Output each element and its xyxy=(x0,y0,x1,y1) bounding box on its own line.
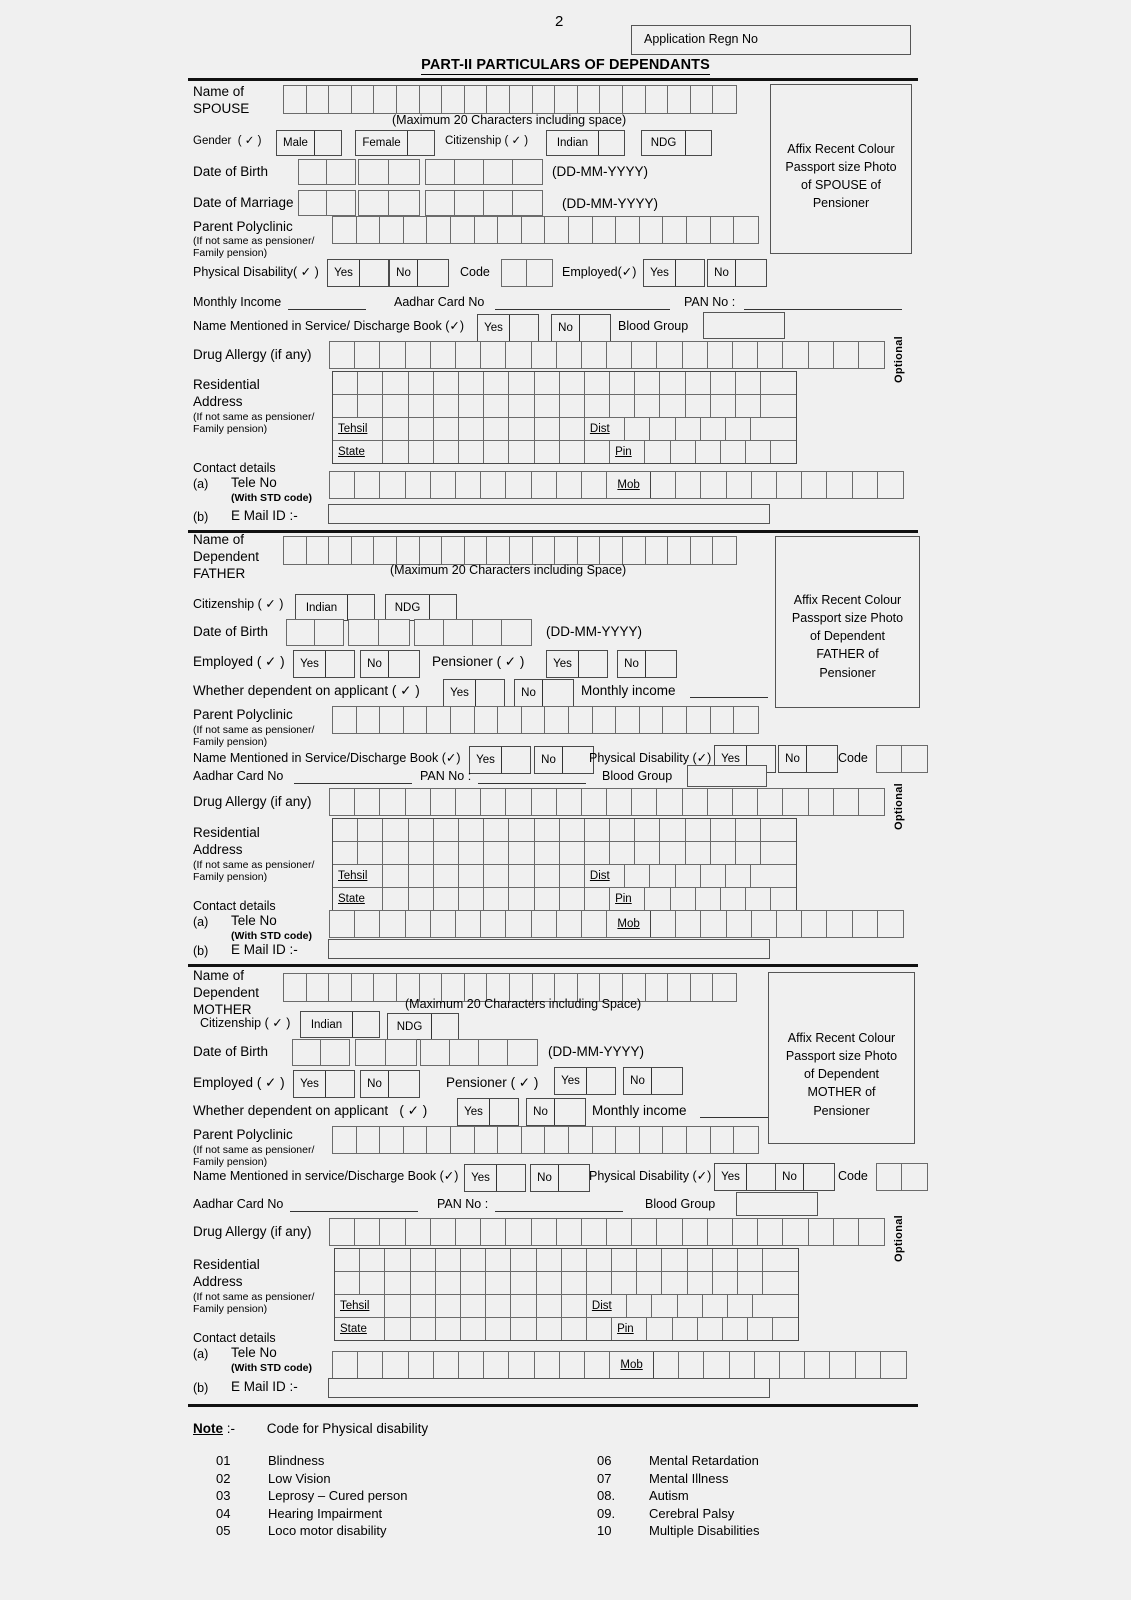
father-drug-allergy-label: Drug Allergy (if any) xyxy=(193,794,312,809)
father-code-label: Code xyxy=(838,751,868,765)
spouse-name-input-grid[interactable] xyxy=(283,85,737,114)
father-employed-no-tick[interactable]: No xyxy=(360,650,420,678)
spouse-name-mentioned-no-tick[interactable]: No xyxy=(551,314,611,342)
tehsil-label: Tehsil xyxy=(333,865,383,887)
father-pensioner-yes-tick[interactable]: Yes xyxy=(546,650,608,678)
spouse-photo-box[interactable] xyxy=(770,84,912,254)
spouse-name-mentioned-yes-tick[interactable]: Yes xyxy=(477,314,539,342)
mother-contact-details-label: Contact details xyxy=(193,1331,276,1345)
father-address-label: Address xyxy=(193,842,243,857)
spouse-polyclinic-note-1: (If not same as pensioner/ xyxy=(193,235,315,247)
father-name-label-3: FATHER xyxy=(193,566,246,581)
mother-pan-label: PAN No : xyxy=(437,1197,489,1211)
father-dob-year[interactable] xyxy=(414,619,532,646)
mother-email-label: E Mail ID :- xyxy=(231,1379,298,1394)
state-label: State xyxy=(335,1318,385,1340)
mother-employed-label: Employed ( ✓ ) xyxy=(193,1075,285,1090)
disability-code-item xyxy=(597,1452,760,1470)
father-email-b-label: (b) xyxy=(193,944,209,958)
spouse-employed-label: Employed(✓) xyxy=(562,265,637,279)
father-tele-label: Tele No xyxy=(231,913,277,928)
dist-label: Dist xyxy=(585,418,625,440)
mother-blood-group-field[interactable] xyxy=(736,1192,818,1216)
note-block xyxy=(193,1421,428,1436)
mother-pensioner-label: Pensioner ( ✓ ) xyxy=(446,1075,539,1090)
mother-employed-no-tick[interactable]: No xyxy=(360,1070,420,1098)
spouse-aadhar-input[interactable] xyxy=(495,309,670,310)
spouse-contact-details-label: Contact details xyxy=(193,461,276,475)
father-pan-input[interactable] xyxy=(478,783,586,784)
mother-drug-allergy-grid[interactable] xyxy=(329,1218,885,1246)
mother-dependent-label: Whether dependent on applicant ( ✓ ) xyxy=(193,1103,428,1118)
father-employed-label: Employed ( ✓ ) xyxy=(193,654,285,669)
spouse-dom-label: Date of Marriage xyxy=(193,195,294,210)
father-disability-yes-tick[interactable]: Yes xyxy=(714,745,776,773)
spouse-code-label: Code xyxy=(460,265,490,279)
father-polyclinic-note-1: (If not same as pensioner/ xyxy=(193,724,315,736)
grid-inline-label: Mob xyxy=(607,911,651,937)
father-name-label-2: Dependent xyxy=(193,549,260,564)
mother-photo-box[interactable] xyxy=(768,972,915,1144)
disability-code-text: Cerebral Palsy xyxy=(649,1505,735,1521)
father-polyclinic-label: Parent Polyclinic xyxy=(193,707,293,722)
disability-code-item xyxy=(216,1452,407,1470)
pin-label: Pin xyxy=(610,441,645,463)
father-email-field[interactable] xyxy=(328,939,770,959)
spouse-dob-year[interactable] xyxy=(425,159,543,185)
spouse-residential-label: Residential xyxy=(193,377,260,392)
mother-polyclinic-note-1: (If not same as pensioner/ xyxy=(193,1144,315,1156)
spouse-blood-group-label: Blood Group xyxy=(618,319,689,333)
mother-monthly-income-label: Monthly income xyxy=(592,1103,687,1118)
mother-pensioner-yes-tick[interactable]: Yes xyxy=(554,1067,616,1095)
father-name-input-grid[interactable] xyxy=(283,536,737,565)
mother-citizenship-label: Citizenship ( ✓ ) xyxy=(200,1016,291,1030)
mother-disability-code[interactable] xyxy=(876,1163,928,1191)
father-disability-code[interactable] xyxy=(876,745,928,773)
spouse-name-mentioned-label: Name Mentioned in Service/ Discharge Book (✓) xyxy=(193,319,465,333)
spouse-blood-group-field[interactable] xyxy=(703,312,785,339)
section-rule-father xyxy=(188,530,918,533)
father-optional-label: Optional xyxy=(893,783,905,831)
pin-label: Pin xyxy=(610,888,645,910)
spouse-employed-no-tick[interactable]: No xyxy=(707,259,767,287)
spouse-email-b-label: (b) xyxy=(193,510,209,524)
disability-code-number: 07 xyxy=(597,1470,612,1486)
spouse-photo-instruction: Affix Recent Colour Passport size Photo of SPOUSE of Pensioner xyxy=(785,142,897,211)
father-address-note-1: (If not same as pensioner/ xyxy=(193,859,315,871)
father-dob-label: Date of Birth xyxy=(193,624,269,639)
spouse-address-label: Address xyxy=(193,394,243,409)
note-code-list-left xyxy=(216,1452,407,1540)
mother-dob-year[interactable] xyxy=(420,1039,538,1066)
tehsil-label: Tehsil xyxy=(333,418,383,440)
mother-name-mentioned-yes-tick[interactable]: Yes xyxy=(464,1164,526,1192)
father-contact-details-label: Contact details xyxy=(193,899,276,913)
mother-residential-label: Residential xyxy=(193,1257,260,1272)
father-dob-format: (DD-MM-YYYY) xyxy=(546,624,642,639)
father-dob-month[interactable] xyxy=(348,619,410,646)
spouse-optional-label: Optional xyxy=(893,336,905,384)
mother-blood-group-label: Blood Group xyxy=(645,1197,716,1211)
spouse-telephone-grid[interactable] xyxy=(329,471,904,499)
father-dependent-yes-tick[interactable]: Yes xyxy=(443,679,505,707)
mother-dob-label: Date of Birth xyxy=(193,1044,269,1059)
spouse-address-note-1: (If not same as pensioner/ xyxy=(193,411,315,423)
mother-name-mentioned-label: Name Mentioned in service/Discharge Book (✓) xyxy=(193,1169,459,1183)
spouse-std-note: (With STD code) xyxy=(231,492,312,504)
mother-dob-month[interactable] xyxy=(355,1039,417,1066)
spouse-disability-label: Physical Disability( ✓ ) xyxy=(193,265,319,279)
spouse-dob-day[interactable] xyxy=(298,159,356,185)
father-employed-yes-tick[interactable]: Yes xyxy=(293,650,355,678)
mother-code-label: Code xyxy=(838,1169,868,1183)
father-monthly-income-label: Monthly income xyxy=(581,683,676,698)
section-rule-top xyxy=(188,78,918,81)
mother-polyclinic-label: Parent Polyclinic xyxy=(193,1127,293,1142)
father-citizenship-ndg-tick[interactable]: NDG xyxy=(385,594,457,621)
spouse-dom-day[interactable] xyxy=(298,190,356,216)
mother-employed-yes-tick[interactable]: Yes xyxy=(293,1070,355,1098)
mother-dob-format: (DD-MM-YYYY) xyxy=(548,1044,644,1059)
disability-code-number: 09. xyxy=(597,1505,616,1521)
grid-inline-label: Mob xyxy=(607,472,651,498)
disability-code-number: 06 xyxy=(597,1453,612,1468)
spouse-disability-no-tick[interactable]: No xyxy=(389,259,449,287)
spouse-dob-label: Date of Birth xyxy=(193,164,269,179)
disability-code-text: Loco motor disability xyxy=(268,1523,387,1538)
father-name-mentioned-no-tick[interactable]: No xyxy=(534,746,594,774)
father-address-note-2: Family pension) xyxy=(193,871,268,883)
father-name-mentioned-yes-tick[interactable]: Yes xyxy=(469,746,531,774)
father-pan-label: PAN No : xyxy=(420,769,472,783)
mother-dependent-no-tick[interactable]: No xyxy=(526,1098,586,1126)
application-regn-no-field[interactable] xyxy=(631,25,911,55)
father-monthly-income-input[interactable] xyxy=(690,697,768,698)
spouse-citizenship-indian-tick[interactable]: Indian xyxy=(546,130,625,156)
mother-address-grid[interactable] xyxy=(334,1248,799,1341)
disability-code-text: Hearing Impairment xyxy=(268,1505,383,1521)
father-blood-group-label: Blood Group xyxy=(602,769,673,783)
mother-pan-input[interactable] xyxy=(495,1211,623,1212)
mother-disability-label: Physical Disability (✓) xyxy=(589,1169,712,1183)
father-std-note: (With STD code) xyxy=(231,930,312,942)
spouse-drug-allergy-label: Drug Allergy (if any) xyxy=(193,347,312,362)
mother-email-b-label: (b) xyxy=(193,1381,209,1395)
mother-name-label-1: Name of xyxy=(193,968,245,983)
father-polyclinic-note-2: Family pension) xyxy=(193,736,268,748)
mother-polyclinic-grid[interactable] xyxy=(332,1126,759,1154)
father-disability-label: Physical Disability (✓) xyxy=(589,751,712,765)
mother-email-field[interactable] xyxy=(328,1378,770,1398)
spouse-disability-yes-tick[interactable]: Yes xyxy=(327,259,389,287)
father-telephone-grid[interactable] xyxy=(329,910,904,938)
mother-name-label-2: Dependent xyxy=(193,985,260,1000)
pin-label: Pin xyxy=(612,1318,647,1340)
spouse-polyclinic-grid[interactable] xyxy=(332,216,759,244)
disability-code-text: Autism xyxy=(649,1488,689,1503)
mother-optional-label: Optional xyxy=(893,1215,905,1263)
disability-code-number: 05 xyxy=(216,1523,231,1538)
father-citizenship-label: Citizenship ( ✓ ) xyxy=(193,597,284,611)
gender-female-tick[interactable]: Female xyxy=(355,130,435,156)
father-drug-allergy-grid[interactable] xyxy=(329,788,885,816)
spouse-dob-month[interactable] xyxy=(358,159,420,185)
disability-code-number: 08. xyxy=(597,1488,616,1503)
father-address-grid[interactable] xyxy=(332,818,797,911)
disability-code-number: 02 xyxy=(216,1470,231,1486)
spouse-polyclinic-note-2: Family pension) xyxy=(193,247,268,259)
father-citizenship-indian-tick[interactable]: Indian xyxy=(295,594,375,621)
disability-code-text: Mental Retardation xyxy=(649,1453,759,1468)
disability-code-number: 03 xyxy=(216,1488,231,1503)
disability-code-item xyxy=(597,1522,760,1540)
spouse-citizenship-label: Citizenship ( ✓ ) xyxy=(445,135,529,147)
disability-code-text: Mental Illness xyxy=(649,1470,729,1486)
father-max-chars-note: (Maximum 20 Characters including Space) xyxy=(390,563,627,577)
state-label: State xyxy=(333,888,383,910)
disability-code-text: Multiple Disabilities xyxy=(649,1523,760,1538)
note-code-list-right xyxy=(597,1452,760,1540)
father-residential-label: Residential xyxy=(193,825,260,840)
spouse-tele-a-label: (a) xyxy=(193,477,209,491)
mother-aadhar-label: Aadhar Card No xyxy=(193,1197,284,1211)
disability-code-item xyxy=(597,1470,760,1488)
disability-code-item xyxy=(216,1487,407,1505)
mother-aadhar-input[interactable] xyxy=(290,1211,418,1212)
mother-pensioner-no-tick[interactable]: No xyxy=(623,1067,683,1095)
father-photo-instruction: Affix Recent Colour Passport size Photo of Dependent FATHER of Pensioner xyxy=(791,593,904,680)
mother-disability-no-tick[interactable]: No xyxy=(775,1163,835,1191)
state-label: State xyxy=(333,441,383,463)
dist-label: Dist xyxy=(587,1295,627,1317)
spouse-address-grid[interactable] xyxy=(332,371,797,464)
father-pensioner-no-tick[interactable]: No xyxy=(617,650,677,678)
disability-code-number: 10 xyxy=(597,1523,612,1538)
mother-std-note: (With STD code) xyxy=(231,1362,312,1374)
disability-code-text: Low Vision xyxy=(268,1470,331,1486)
disability-code-item xyxy=(216,1470,407,1488)
page-number: 2 xyxy=(555,13,564,30)
spouse-pan-label: PAN No : xyxy=(684,295,736,309)
father-polyclinic-grid[interactable] xyxy=(332,706,759,734)
spouse-tele-label: Tele No xyxy=(231,475,277,490)
father-name-label-1: Name of xyxy=(193,532,245,547)
spouse-name-label-2: SPOUSE xyxy=(193,101,250,116)
spouse-polyclinic-label: Parent Polyclinic xyxy=(193,219,293,234)
spouse-monthly-income-label: Monthly Income xyxy=(193,295,282,309)
father-disability-no-tick[interactable]: No xyxy=(778,745,838,773)
tehsil-label: Tehsil xyxy=(335,1295,385,1317)
spouse-address-note-2: Family pension) xyxy=(193,423,268,435)
father-aadhar-label: Aadhar Card No xyxy=(193,769,284,783)
spouse-disability-code[interactable] xyxy=(501,259,553,287)
disability-code-text: Blindness xyxy=(268,1453,325,1468)
father-email-label: E Mail ID :- xyxy=(231,942,298,957)
father-aadhar-input[interactable] xyxy=(294,783,412,784)
mother-address-note-2: Family pension) xyxy=(193,1303,268,1315)
mother-telephone-grid[interactable] xyxy=(332,1351,907,1379)
spouse-dom-month[interactable] xyxy=(358,190,420,216)
note-heading: Note :- Code for Physical disability xyxy=(193,1421,429,1436)
spouse-email-label: E Mail ID :- xyxy=(231,508,298,523)
spouse-dob-format: (DD-MM-YYYY) xyxy=(552,164,648,179)
spouse-name-label-1: Name of xyxy=(193,84,245,99)
mother-drug-allergy-label: Drug Allergy (if any) xyxy=(193,1224,312,1239)
disability-code-text: Leprosy – Cured person xyxy=(268,1488,408,1503)
disability-code-item xyxy=(216,1522,407,1540)
mother-tele-a-label: (a) xyxy=(193,1347,209,1361)
mother-polyclinic-note-2: Family pension) xyxy=(193,1156,268,1168)
spouse-employed-yes-tick[interactable]: Yes xyxy=(643,259,705,287)
father-dob-day[interactable] xyxy=(286,619,344,646)
mother-address-note-1: (If not same as pensioner/ xyxy=(193,1291,315,1303)
mother-dependent-yes-tick[interactable]: Yes xyxy=(457,1098,519,1126)
father-pensioner-label: Pensioner ( ✓ ) xyxy=(432,654,525,669)
gender-male-tick[interactable]: Male xyxy=(276,130,342,156)
mother-max-chars-note: (Maximum 20 Characters including Space) xyxy=(405,997,642,1011)
page-title: PART-II PARTICULARS OF DEPENDANTS xyxy=(421,57,710,73)
gender-label: Gender ( ✓ ) xyxy=(193,135,262,147)
dist-label: Dist xyxy=(585,865,625,887)
spouse-aadhar-label: Aadhar Card No xyxy=(394,295,485,309)
mother-name-mentioned-no-tick[interactable]: No xyxy=(530,1164,590,1192)
spouse-pan-input[interactable] xyxy=(744,309,902,310)
mother-disability-yes-tick[interactable]: Yes xyxy=(714,1163,776,1191)
section-rule-mother xyxy=(188,964,918,967)
mother-dob-day[interactable] xyxy=(292,1039,350,1066)
disability-code-item xyxy=(216,1505,407,1523)
father-dependent-label: Whether dependent on applicant ( ✓ ) xyxy=(193,683,420,698)
father-dependent-no-tick[interactable]: No xyxy=(514,679,574,707)
mother-monthly-income-input[interactable] xyxy=(700,1117,778,1118)
father-name-mentioned-label: Name Mentioned in Service/Discharge Book (✓) xyxy=(193,751,461,765)
disability-code-item xyxy=(597,1487,760,1505)
disability-code-number: 01 xyxy=(216,1453,231,1468)
section-rule-bottom xyxy=(188,1404,918,1407)
spouse-max-chars-note: (Maximum 20 Characters including space) xyxy=(392,113,627,127)
mother-citizenship-indian-tick[interactable]: Indian xyxy=(300,1011,380,1038)
mother-photo-instruction: Affix Recent Colour Passport size Photo of Dependent MOTHER of Pensioner xyxy=(785,1031,898,1118)
mother-name-label-3: MOTHER xyxy=(193,1002,252,1017)
disability-code-item xyxy=(597,1505,760,1523)
spouse-email-field[interactable] xyxy=(328,504,770,524)
disability-code-number: 04 xyxy=(216,1505,231,1521)
mother-citizenship-ndg-tick[interactable]: NDG xyxy=(387,1013,459,1040)
mother-tele-label: Tele No xyxy=(231,1345,277,1360)
spouse-dom-year[interactable] xyxy=(425,190,543,216)
father-photo-box[interactable] xyxy=(775,536,920,708)
grid-inline-label: Mob xyxy=(610,1352,654,1378)
mother-address-label: Address xyxy=(193,1274,243,1289)
spouse-drug-allergy-grid[interactable] xyxy=(329,341,885,369)
spouse-dom-format: (DD-MM-YYYY) xyxy=(562,196,658,211)
father-tele-a-label: (a) xyxy=(193,915,209,929)
father-blood-group-field[interactable] xyxy=(687,765,767,787)
spouse-citizenship-ndg-tick[interactable]: NDG xyxy=(641,130,712,156)
application-regn-no-label: Application Regn No xyxy=(644,32,758,46)
spouse-monthly-income-input[interactable] xyxy=(288,309,366,310)
